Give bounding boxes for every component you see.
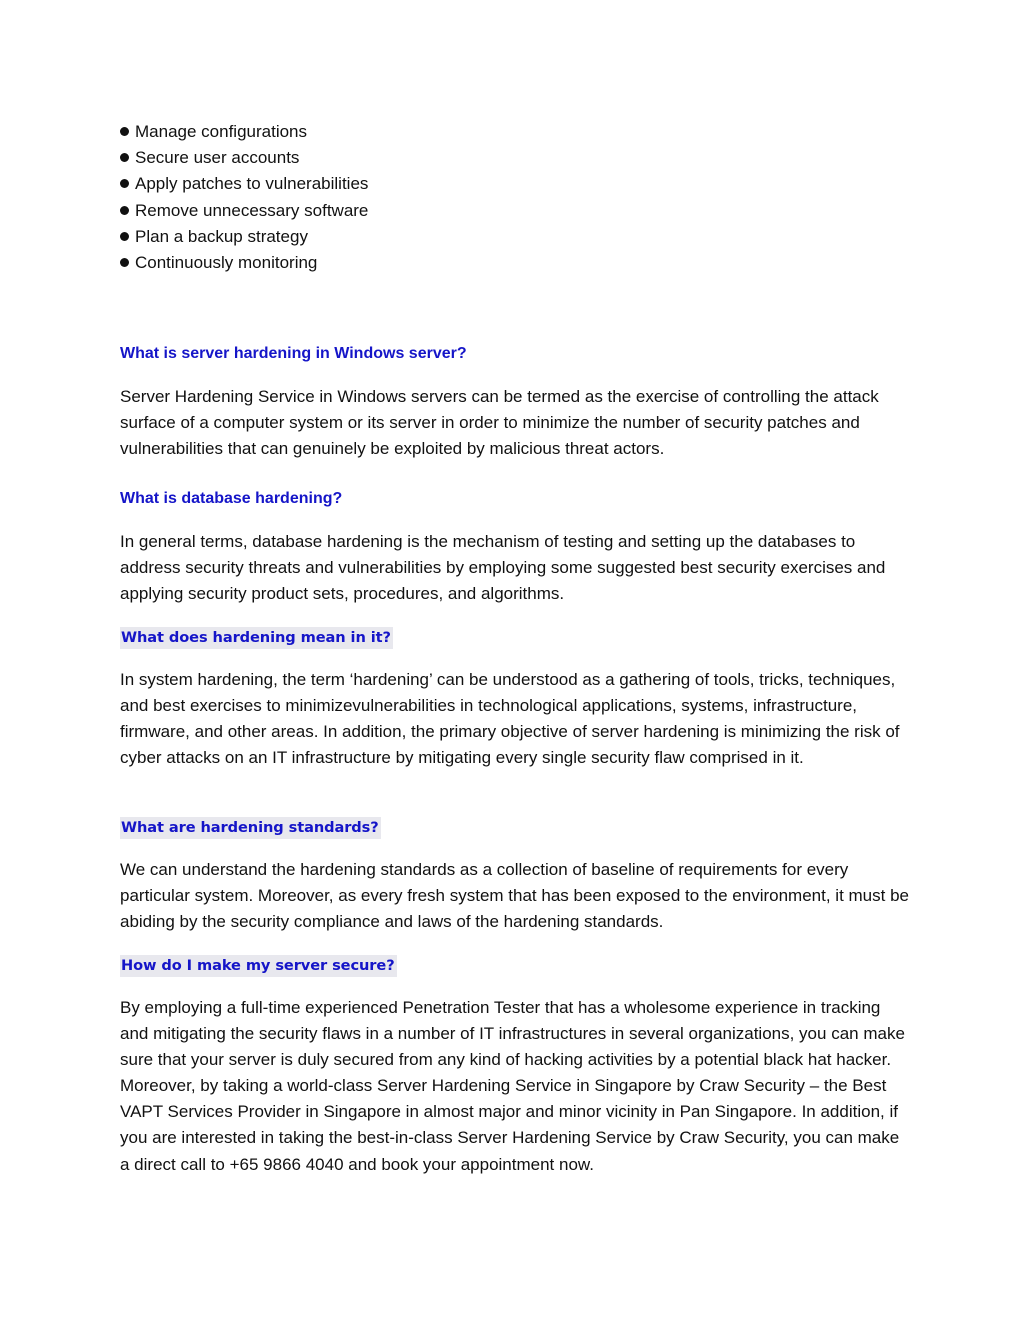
section-body (120, 667, 910, 771)
bullet-icon (120, 232, 129, 241)
section-heading: What is database hardening? (120, 490, 343, 507)
paragraph: By employing a full-time experienced Penetration Tester that has a wholesome experience in tracking and mitigating the security flaws in a number of IT infrastructures in several organizations, you can make sure that your server is duly secured from any kind of hacking activities by a potential black hat hacker. (120, 998, 905, 1070)
section-windows-server (120, 344, 910, 364)
section-hardening-standards (120, 817, 910, 839)
document-page (120, 119, 910, 1174)
section-hardening-meaning (120, 627, 910, 649)
bullet-icon (120, 258, 129, 267)
list-item: Remove unnecessary software (120, 198, 910, 224)
bullet-icon (120, 206, 129, 215)
paragraph: We can understand the hardening standards as a collection of baseline of requirements for every particular system. Moreover, as every fresh system that has been exposed to the environment, it must be abiding by the security compliance and laws of the hardening standards. (120, 860, 909, 932)
bullet-icon (120, 127, 129, 136)
paragraph: In general terms, database hardening is the mechanism of testing and setting up the databases to address security threats and vulnerabilities by employing some suggested best security exercises and applying security product sets, procedures, and algorithms. (120, 532, 886, 604)
section-body (120, 384, 910, 462)
section-heading: What does hardening mean in it? (120, 627, 393, 649)
section-database-hardening (120, 489, 910, 509)
section-heading: What are hardening standards? (120, 817, 381, 839)
section-body (120, 857, 910, 935)
paragraph: In system hardening, the term ‘hardening’ can be understood as a gathering of tools, tricks, techniques, and best exercises to minimizevulnerabilities in technological applications, systems, infrastructure, firmware, and other areas. In addition, the primary objective of server hardening is minimizing the risk of cyber attacks on an IT infrastructure by mitigating every single security flaw comprised in it. (120, 670, 900, 768)
bullet-list (120, 119, 910, 276)
section-heading: How do I make my server secure? (120, 955, 397, 977)
list-item: Apply patches to vulnerabilities (120, 171, 910, 197)
list-item: Manage configurations (120, 119, 910, 145)
section-server-secure (120, 955, 910, 977)
bullet-icon (120, 153, 129, 162)
paragraph: Server Hardening Service in Windows servers can be termed as the exercise of controlling the attack surface of a computer system or its server in order to minimize the number of security patches and vulnerabilities that can genuinely be exploited by malicious threat actors. (120, 387, 879, 459)
list-item: Continuously monitoring (120, 250, 910, 276)
list-item: Plan a backup strategy (120, 224, 910, 250)
section-body (120, 995, 910, 1178)
paragraph: Moreover, by taking a world-class Server Hardening Service in Singapore by Craw Security – the Best VAPT Services Provider in Singapore in almost major and minor vicinity in Pan Singapore. In addition, if you are interested in taking the best-in-class Server Hardening Service by Craw Security, you can make a direct call to +65 9866 4040 and book your appointment now. (120, 1076, 900, 1174)
section-heading: What is server hardening in Windows server? (120, 345, 467, 362)
bullet-icon (120, 179, 129, 188)
list-item: Secure user accounts (120, 145, 910, 171)
section-body (120, 529, 910, 607)
